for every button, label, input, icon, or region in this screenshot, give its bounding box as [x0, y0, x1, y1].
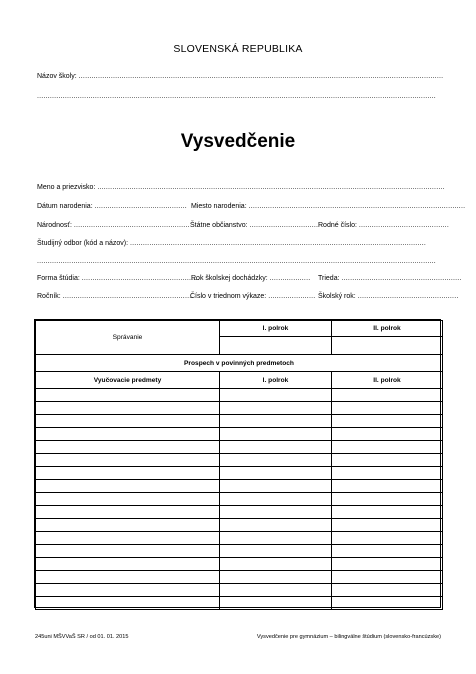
subject-sem1-cell[interactable] — [220, 571, 332, 584]
subject-sem2-cell[interactable] — [332, 493, 443, 506]
subject-row — [36, 545, 443, 558]
subject-name-cell[interactable] — [36, 428, 220, 441]
study-form-label: Forma štúdia: — [37, 275, 80, 282]
subjects-sem1-header: I. polrok — [262, 376, 289, 384]
study-field-label: Študijný odbor (kód a názov): — [37, 240, 129, 247]
sem1-header: I. polrok — [262, 325, 289, 332]
subject-sem1-cell[interactable] — [220, 402, 332, 415]
subject-sem1-cell[interactable] — [220, 532, 332, 545]
subject-sem1-cell[interactable] — [220, 389, 332, 402]
subject-sem2-cell[interactable] — [332, 389, 443, 402]
subject-sem1-cell[interactable] — [220, 545, 332, 558]
school-name-label: Názov školy: — [37, 73, 77, 80]
subjects-header: Vyučovacie predmety — [93, 376, 162, 384]
school-year-dots: ............................................... — [357, 293, 459, 300]
subject-name-cell[interactable] — [36, 584, 220, 597]
birth-number-field[interactable] — [318, 221, 449, 230]
birth-number-label: Rodné číslo: — [318, 222, 357, 229]
subject-row — [36, 532, 443, 545]
nationality-dots: ...................................................... — [73, 222, 190, 229]
subject-sem2-cell[interactable] — [332, 545, 443, 558]
subject-sem1-cell[interactable] — [220, 428, 332, 441]
subject-sem2-cell[interactable] — [332, 480, 443, 493]
country-header: SLOVENSKÁ REPUBLIKA — [173, 43, 303, 55]
grade-year-dots: ............................................................. — [62, 293, 194, 300]
behavior-sem1-cell[interactable] — [220, 337, 332, 355]
subject-sem1-cell[interactable] — [220, 480, 332, 493]
subject-sem2-cell[interactable] — [332, 584, 443, 597]
name-field[interactable] — [37, 183, 445, 192]
study-field-line-2[interactable] — [37, 257, 436, 266]
class-dots: ........................................................ — [341, 275, 462, 282]
subject-row — [36, 558, 443, 571]
register-number-label: Číslo v triednom výkaze: — [190, 293, 267, 300]
document-title: Vysvedčenie — [180, 131, 296, 152]
subject-sem2-cell[interactable] — [332, 402, 443, 415]
study-field-dots: .......................................................................................................................................... — [130, 240, 427, 247]
subject-sem1-cell[interactable] — [220, 454, 332, 467]
section-title-cell — [36, 355, 443, 372]
subject-sem1-cell[interactable] — [220, 441, 332, 454]
register-number-field[interactable] — [190, 292, 315, 301]
subject-sem1-cell[interactable] — [220, 506, 332, 519]
citizenship-label: Štátne občianstvo: — [190, 222, 248, 229]
subject-name-cell[interactable] — [36, 545, 220, 558]
birth-date-label: Dátum narodenia: — [37, 203, 93, 210]
attendance-year-dots: ................... — [269, 275, 311, 282]
section-title: Prospech v povinných predmetoch — [184, 359, 294, 367]
subject-row — [36, 428, 443, 441]
subject-sem1-cell[interactable] — [220, 558, 332, 571]
subject-row — [36, 506, 443, 519]
subject-name-cell[interactable] — [36, 389, 220, 402]
subject-row — [36, 597, 443, 610]
name-label: Meno a priezvisko: — [37, 184, 96, 191]
subject-row — [36, 493, 443, 506]
subject-sem2-cell[interactable] — [332, 415, 443, 428]
subjects-sem1-header-cell — [220, 372, 332, 389]
attendance-year-label: Rok školskej dochádzky: — [191, 275, 268, 282]
school-name-dots: .......................................................................................................................................................................... — [78, 73, 444, 80]
subject-sem2-cell[interactable] — [332, 506, 443, 519]
subjects-sem2-header-cell — [332, 372, 443, 389]
class-field[interactable] — [318, 274, 462, 283]
school-name-field[interactable] — [37, 72, 443, 81]
study-form-field[interactable] — [37, 274, 200, 283]
nationality-label: Národnosť: — [37, 222, 72, 229]
subject-name-cell[interactable] — [36, 415, 220, 428]
subject-row — [36, 584, 443, 597]
citizenship-field[interactable] — [190, 221, 318, 230]
subject-name-cell[interactable] — [36, 519, 220, 532]
sem2-header: II. polrok — [373, 325, 401, 332]
subject-row — [36, 441, 443, 454]
subject-name-cell[interactable] — [36, 597, 220, 610]
school-year-label: Školský rok: — [318, 293, 356, 300]
nationality-field[interactable] — [37, 221, 190, 230]
subject-sem1-cell[interactable] — [220, 493, 332, 506]
study-field-dots-2: .......................................................................................................................................................................................... — [37, 258, 436, 265]
subject-sem2-cell[interactable] — [332, 597, 443, 610]
name-dots: .................................................................................................................................................................. — [97, 184, 445, 191]
grade-year-label: Ročník: — [37, 293, 61, 300]
subject-row — [36, 480, 443, 493]
birth-place-field[interactable] — [191, 202, 465, 211]
birth-date-field[interactable] — [37, 202, 187, 211]
school-name-dots-2: .......................................................................................................................................................................................... — [37, 93, 436, 100]
grades-table — [35, 320, 443, 610]
footer-left: 245uni MŠVVaŠ SR / od 01. 01. 2015 — [35, 634, 129, 640]
birth-place-label: Miesto narodenia: — [191, 203, 247, 210]
subject-name-cell[interactable] — [36, 454, 220, 467]
subject-name-cell[interactable] — [36, 532, 220, 545]
study-field-field[interactable] — [37, 239, 426, 248]
subject-name-cell[interactable] — [36, 467, 220, 480]
subject-name-cell[interactable] — [36, 493, 220, 506]
subject-sem1-cell[interactable] — [220, 584, 332, 597]
birth-date-dots: ........................................... — [94, 203, 187, 210]
grade-year-field[interactable] — [37, 292, 194, 301]
subject-row — [36, 571, 443, 584]
subject-sem2-cell[interactable] — [332, 441, 443, 454]
behavior-label-cell — [36, 321, 220, 355]
subjects-header-cell — [36, 372, 220, 389]
subject-sem2-cell[interactable] — [332, 428, 443, 441]
subject-name-cell[interactable] — [36, 480, 220, 493]
subject-sem1-cell[interactable] — [220, 597, 332, 610]
attendance-year-field[interactable] — [191, 274, 310, 283]
birth-place-dots: ..................................................................................................... — [248, 203, 466, 210]
subject-name-cell[interactable] — [36, 402, 220, 415]
register-number-dots: ...................... — [268, 293, 316, 300]
subject-row — [36, 415, 443, 428]
class-label: Trieda: — [318, 275, 340, 282]
subject-row — [36, 454, 443, 467]
subject-name-cell[interactable] — [36, 571, 220, 584]
subject-sem2-cell[interactable] — [332, 454, 443, 467]
school-year-field[interactable] — [318, 292, 459, 301]
subject-row — [36, 389, 443, 402]
subject-sem2-cell[interactable] — [332, 532, 443, 545]
subject-sem1-cell[interactable] — [220, 467, 332, 480]
subject-row — [36, 402, 443, 415]
subject-sem2-cell[interactable] — [332, 571, 443, 584]
behavior-label: Správanie — [112, 334, 143, 341]
subject-sem2-cell[interactable] — [332, 558, 443, 571]
footer-right: Vysvedčenie pre gymnázium – bilingválne štúdium (slovensko-francúzske) — [256, 634, 441, 640]
subject-name-cell[interactable] — [36, 506, 220, 519]
subject-sem1-cell[interactable] — [220, 415, 332, 428]
sem2-header-cell — [332, 321, 443, 337]
subject-row — [36, 519, 443, 532]
birth-number-dots: .......................................... — [358, 222, 449, 229]
subjects-sem2-header: II. polrok — [373, 376, 401, 384]
subject-name-cell[interactable] — [36, 441, 220, 454]
sem1-header-cell — [220, 321, 332, 337]
subject-row — [36, 467, 443, 480]
subject-sem2-cell[interactable] — [332, 467, 443, 480]
citizenship-dots: ................................ — [249, 222, 319, 229]
school-name-line-2[interactable] — [37, 92, 436, 101]
subject-sem2-cell[interactable] — [332, 519, 443, 532]
study-form-dots: ....................................................... — [81, 275, 200, 282]
subject-name-cell[interactable] — [36, 558, 220, 571]
behavior-sem2-cell[interactable] — [332, 337, 443, 355]
subject-sem1-cell[interactable] — [220, 519, 332, 532]
